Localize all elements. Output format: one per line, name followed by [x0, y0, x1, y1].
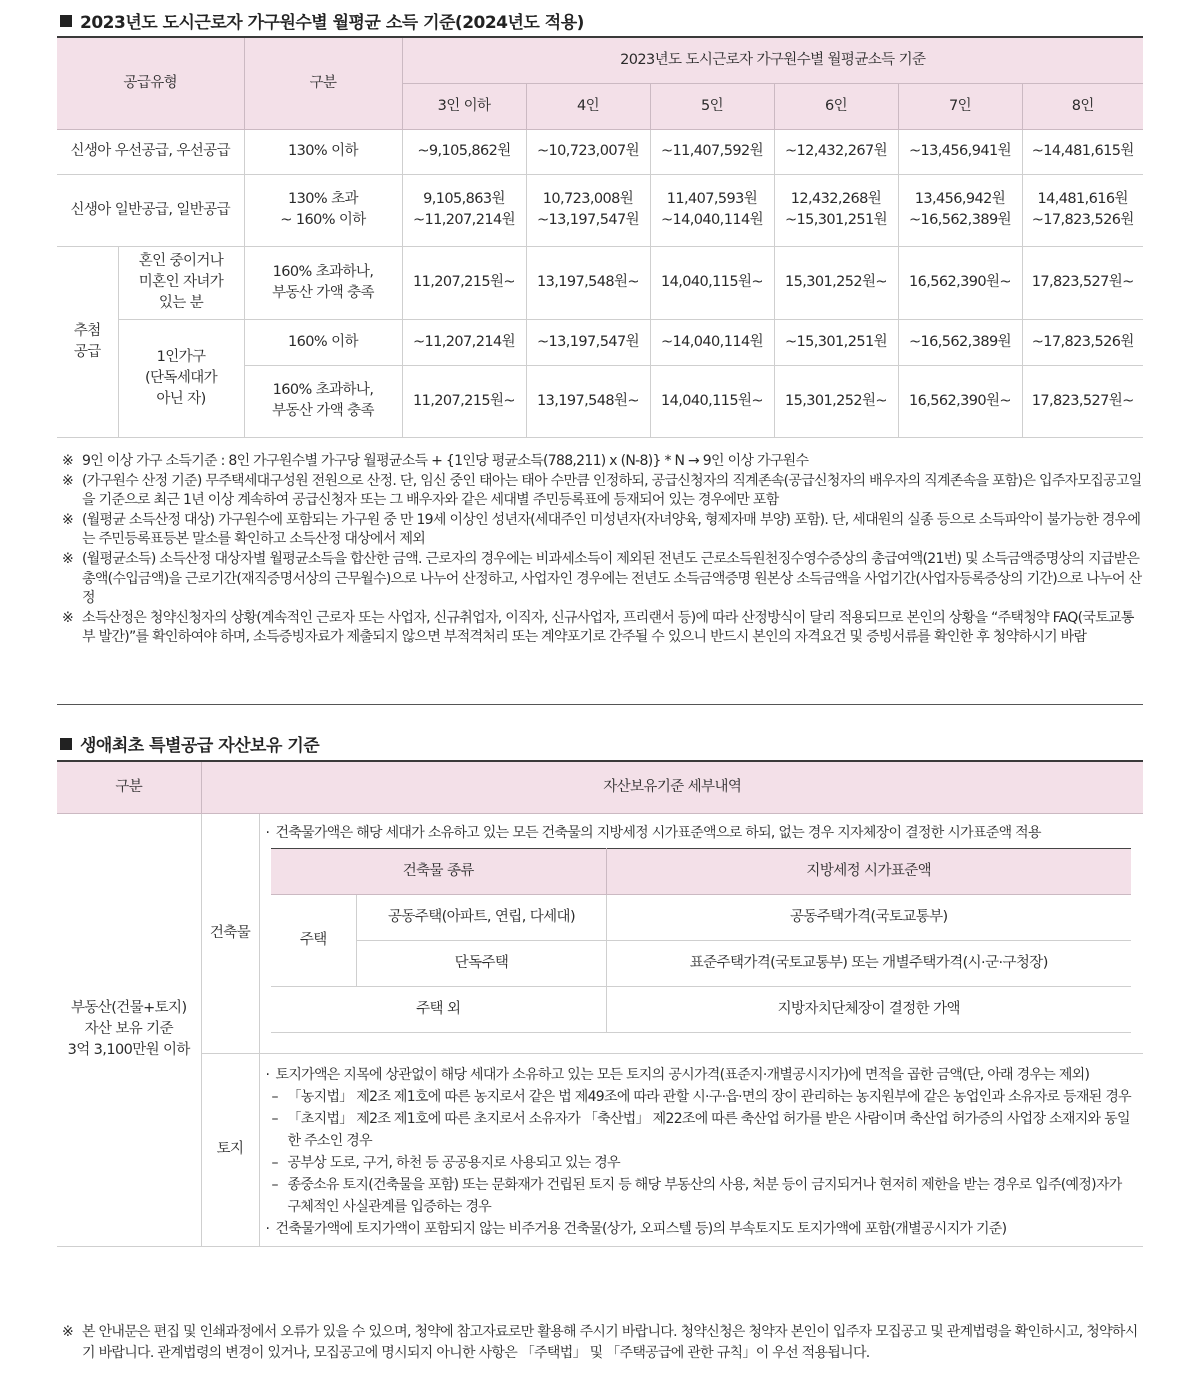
- cat-line: 130% 초과: [288, 191, 358, 207]
- bullet-text: 종중소유 토지(건축물을 포함) 또는 문화재가 건립된 토지 등 해당 부동산의 사용, 처분 등이 금지되거나 현저히 제한을 받는 경우로 입주(예정)자가 구체적인 사실관계를 입증하는 경우: [287, 1176, 1122, 1215]
- divider: [57, 704, 1143, 705]
- land-label: 토지: [201, 1053, 259, 1246]
- bullet-mark: –: [271, 1110, 278, 1127]
- note-mark: ※: [62, 453, 74, 469]
- bullet-text: 토지가액은 지목에 상관없이 해당 세대가 소유하고 있는 모든 토지의 공시가격(표준지·개별공시지가)에 면적을 곱한 금액(단, 아래 경우는 제외): [275, 1066, 1090, 1083]
- note-text: 9인 이상 가구 소득기준 : 8인 가구원수별 가구당 월평균소득 + {1인당 평균소득(788,211) x (N-8)} * N → 9인 이상 가구원수: [82, 453, 809, 469]
- header-group: 2023년도 도시근로자 가구원수별 월평균소득 기준: [402, 37, 1143, 83]
- apt-value: 공동주택가격(국토교통부): [607, 894, 1131, 940]
- income-table: [57, 36, 1143, 438]
- sub-line: 있는 분: [158, 295, 204, 311]
- bullet-text: 공부상 도로, 구거, 하천 등 공공용지로 사용되고 있는 경우: [287, 1154, 620, 1171]
- value-cell: ~16,562,389원: [898, 319, 1022, 365]
- footer-note: [62, 1322, 1142, 1363]
- header-supply-type: 공급유형: [57, 37, 244, 129]
- section2-title: [60, 731, 319, 756]
- bullet-mark: ·: [265, 824, 270, 841]
- bullet-mark: –: [271, 1154, 278, 1171]
- inner-header-value: 지방세정 시가표준액: [607, 848, 1131, 894]
- value-cell: [898, 174, 1022, 246]
- value-line: 13,456,942원: [914, 191, 1006, 207]
- value-cell: 16,562,390원~: [898, 246, 1022, 319]
- value-cell: [650, 174, 774, 246]
- header-category: 구분: [244, 37, 402, 129]
- note-item: [62, 452, 1142, 472]
- bullet-text: 「농지법」 제2조 제1호에 따른 농지로서 같은 법 제49조에 따라 관할 시·구·읍·면의 장이 관리하는 농지원부에 같은 농업인과 소유자로 등재된 경우: [287, 1088, 1131, 1105]
- value-cell: ~12,432,267원: [774, 129, 898, 174]
- square-bullet-icon: [60, 738, 72, 750]
- section1-title-text: 2023년도 도시근로자 가구원수별 월평균 소득 기준(2024년도 적용): [80, 13, 584, 33]
- section1-title: [60, 8, 584, 33]
- value-cell: ~13,456,941원: [898, 129, 1022, 174]
- note-text: (가구원수 산정 기준) 무주택세대구성원 전원으로 산정. 단, 임신 중인 태아는 태아 수만큼 인정하되, 공급신청자의 직계존속(공급신청자의 배우자의 직계존속을 포함)은 입주자모집공고일을 기준으로 최근 1년 이상 계속하여 공급신청자 또는 그 배우자와 같은 세대별 주민등록표에 등재되어 있는 경우에만 포함: [82, 472, 1142, 509]
- income-notes: [62, 452, 1142, 648]
- asset-line: 3억 3,100만원 이하: [67, 1042, 190, 1058]
- table-row: [57, 319, 1143, 365]
- note-text: 소득산정은 청약신청자의 상황(계속적인 근로자 또는 사업자, 신규취업자, 이직자, 신규사업자, 프리랜서 등)에 따라 산정방식이 달리 적용되므로 본인의 상황을 “주택청약 FAQ(국토교통부 발간)”를 확인하여야 하며, 소득증빙자료가 제출되지 않으면 부적격처리 또는 계약포기로 간주될 수 있으니 반드시 본인의 자격요건 및 증빙서류를 확인한 후 청약하시기 바람: [82, 609, 1134, 646]
- inner-header-type: 건축물 종류: [271, 848, 607, 894]
- value-line: ~17,823,526원: [1031, 212, 1134, 228]
- value-line: ~15,301,251원: [785, 212, 887, 228]
- row-type: 신생아 일반공급, 일반공급: [57, 174, 244, 246]
- bullet-mark: ·: [265, 1220, 270, 1237]
- value-cell: ~10,723,007원: [526, 129, 650, 174]
- table-row: [271, 986, 1131, 1032]
- value-cell: 11,207,215원~: [402, 365, 526, 437]
- lottery-line: 추첨: [73, 322, 101, 339]
- value-cell: 14,040,115원~: [650, 246, 774, 319]
- value-cell: 16,562,390원~: [898, 365, 1022, 437]
- other-value: 지방자치단체장이 결정한 가액: [607, 986, 1131, 1032]
- section2-title-text: 생애최초 특별공급 자산보유 기준: [80, 736, 320, 756]
- table-row: [57, 1053, 1143, 1246]
- note-item: [62, 511, 1142, 550]
- value-cell: 17,823,527원~: [1022, 365, 1143, 437]
- row-category: [244, 246, 402, 319]
- note-item: [62, 609, 1142, 648]
- sub-type: [118, 319, 244, 437]
- square-bullet-icon: [60, 15, 72, 27]
- lottery-label: [57, 246, 118, 437]
- sub-line: 미혼인 자녀가: [138, 274, 224, 290]
- value-line: 12,432,268원: [790, 191, 882, 207]
- header-size: 3인 이하: [402, 83, 526, 129]
- asset-line: 부동산(건물+토지): [70, 1000, 187, 1016]
- row-category: 130% 이하: [244, 129, 402, 174]
- value-cell: 15,301,252원~: [774, 365, 898, 437]
- cat-line: 부동산 가액 충족: [272, 284, 374, 301]
- asset-line: 자산 보유 기준: [84, 1021, 173, 1037]
- header-size: 8인: [1022, 83, 1143, 129]
- building-detail: [259, 813, 1143, 1053]
- value-cell: 14,040,115원~: [650, 365, 774, 437]
- value-line: 9,105,863원: [423, 191, 505, 207]
- bullet-line: [266, 1174, 1134, 1218]
- note-mark: ※: [62, 550, 74, 567]
- bullet-line: [266, 1064, 1134, 1086]
- bullet-text: 「초지법」 제2조 제1호에 따른 초지로서 소유자가 「축산법」 제22조에 따른 축산업 허가를 받은 사람이며 축산업 허가증의 사업장 소재지와 동일한 주소인 경우: [287, 1110, 1130, 1149]
- detached-type: 단독주택: [357, 940, 607, 986]
- note-item: [62, 550, 1142, 609]
- value-cell: [1022, 174, 1143, 246]
- value-cell: ~17,823,526원: [1022, 319, 1143, 365]
- value-line: ~14,040,114원: [661, 212, 763, 228]
- footer-text: 본 안내문은 편집 및 인쇄과정에서 오류가 있을 수 있으며, 청약에 참고자료로만 활용해 주시기 바랍니다. 청약신청은 청약자 본인이 입주자 모집공고 및 관계법령을 확인하시고, 청약하시기 바랍니다. 관계법령의 변경이 있거나, 모집공고에 명시되지 아니한 사항은 「주택법」 및 「주택공급에 관한 규칙」이 우선 적용됩니다.: [82, 1324, 1138, 1361]
- value-cell: ~11,407,592원: [650, 129, 774, 174]
- cat-line: 160% 초과하나,: [272, 263, 374, 280]
- bullet-mark: ·: [265, 1066, 270, 1083]
- table-row: [271, 894, 1131, 940]
- value-cell: ~11,207,214원: [402, 319, 526, 365]
- note-mark: ※: [62, 472, 74, 489]
- value-cell: ~15,301,251원: [774, 319, 898, 365]
- value-line: 11,407,593원: [666, 191, 758, 207]
- header-detail: 자산보유기준 세부내역: [201, 761, 1143, 813]
- value-cell: ~9,105,862원: [402, 129, 526, 174]
- sub-type: [118, 246, 244, 319]
- note-text: (월평균소득) 소득산정 대상자별 월평균소득을 합산한 금액. 근로자의 경우에는 비과세소득이 제외된 전년도 근로소득원천징수영수증상의 총급여액(21번) 및 소득금액증명상의 지급받은 총액(수입금액)을 근로기간(재직증명서상의 근무월수)으로 나누어 산정하고, 사업자인 경우에는 전년도 소득금액증명 원본상 소득금액을 사업기간(사업자등록증상의 기간)으로 나누어 산정: [82, 550, 1142, 607]
- header-size: 4인: [526, 83, 650, 129]
- note-mark: ※: [62, 511, 74, 528]
- value-cell: [402, 174, 526, 246]
- sub-line: 1인가구: [156, 348, 206, 365]
- row-type: 신생아 우선공급, 우선공급: [57, 129, 244, 174]
- header-size: 7인: [898, 83, 1022, 129]
- header-size: 6인: [774, 83, 898, 129]
- cat-line: 부동산 가액 충족: [272, 403, 374, 419]
- housing-label: 주택: [271, 894, 357, 986]
- value-line: ~16,562,389원: [909, 212, 1011, 228]
- apt-type: 공동주택(아파트, 연립, 다세대): [357, 894, 607, 940]
- land-detail: [259, 1053, 1143, 1246]
- value-cell: [774, 174, 898, 246]
- building-label: 건축물: [201, 813, 259, 1053]
- sub-line: (단독세대가: [144, 369, 218, 386]
- bullet-mark: –: [271, 1088, 278, 1105]
- note-text: (월평균 소득산정 대상) 가구원수에 포함되는 가구원 중 만 19세 이상인 성년자(세대주인 미성년자(자녀양육, 형제자매 부양) 포함). 단, 세대원의 실종 등으로 소득파악이 불가능한 경우에는 주민등록표등본 말소를 확인하고 소득산정 대상에서 제외: [82, 511, 1141, 548]
- value-line: 14,481,616원: [1037, 191, 1128, 207]
- table-row: [57, 174, 1143, 246]
- value-line: 10,723,008원: [542, 191, 634, 207]
- value-cell: 13,197,548원~: [526, 246, 650, 319]
- bullet-text: 건축물가액에 토지가액이 포함되지 않는 비주거용 건축물(상가, 오피스텔 등)의 부속토지도 토지가액에 포함(개별공시지가 기준): [275, 1220, 1007, 1237]
- sub-line: 혼인 중이거나: [138, 253, 224, 269]
- value-cell: 17,823,527원~: [1022, 246, 1143, 319]
- row-category: 160% 이하: [244, 319, 402, 365]
- sub-line: 아닌 자): [156, 390, 206, 407]
- table-row: [57, 813, 1143, 1053]
- bullet-line: [266, 822, 1134, 844]
- header-category: 구분: [57, 761, 201, 813]
- lottery-line: 공급: [73, 343, 101, 360]
- bullet-line: [266, 1108, 1134, 1152]
- detached-value: 표준주택가격(국토교통부) 또는 개별주택가격(시·군·구청장): [607, 940, 1131, 986]
- note-mark: ※: [62, 609, 74, 626]
- value-cell: 13,197,548원~: [526, 365, 650, 437]
- bullet-text: 건축물가액은 해당 세대가 소유하고 있는 모든 건축물의 지방세정 시가표준액으로 하되, 없는 경우 지자체장이 결정한 시가표준액 적용: [275, 824, 1041, 841]
- other-type: 주택 외: [271, 986, 607, 1032]
- bullet-mark: –: [271, 1176, 278, 1193]
- value-cell: ~13,197,547원: [526, 319, 650, 365]
- asset-criteria: [57, 813, 201, 1246]
- table-row: [57, 129, 1143, 174]
- cat-line: ~ 160% 이하: [280, 212, 366, 228]
- value-cell: [526, 174, 650, 246]
- cat-line: 160% 초과하나,: [272, 382, 374, 398]
- value-line: ~11,207,214원: [413, 212, 515, 228]
- row-category: [244, 174, 402, 246]
- value-cell: 11,207,215원~: [402, 246, 526, 319]
- building-value-table: [271, 848, 1131, 1033]
- table-row: [57, 246, 1143, 319]
- row-category: [244, 365, 402, 437]
- value-cell: ~14,481,615원: [1022, 129, 1143, 174]
- header-size: 5인: [650, 83, 774, 129]
- bullet-line: [266, 1152, 1134, 1174]
- note-item: [62, 472, 1142, 511]
- value-line: ~13,197,547원: [537, 212, 639, 228]
- asset-table: [57, 760, 1143, 1247]
- bullet-line: [266, 1218, 1134, 1240]
- value-cell: 15,301,252원~: [774, 246, 898, 319]
- table-row: [271, 940, 1131, 986]
- footer-mark: ※: [62, 1324, 74, 1340]
- bullet-line: [266, 1086, 1134, 1108]
- value-cell: ~14,040,114원: [650, 319, 774, 365]
